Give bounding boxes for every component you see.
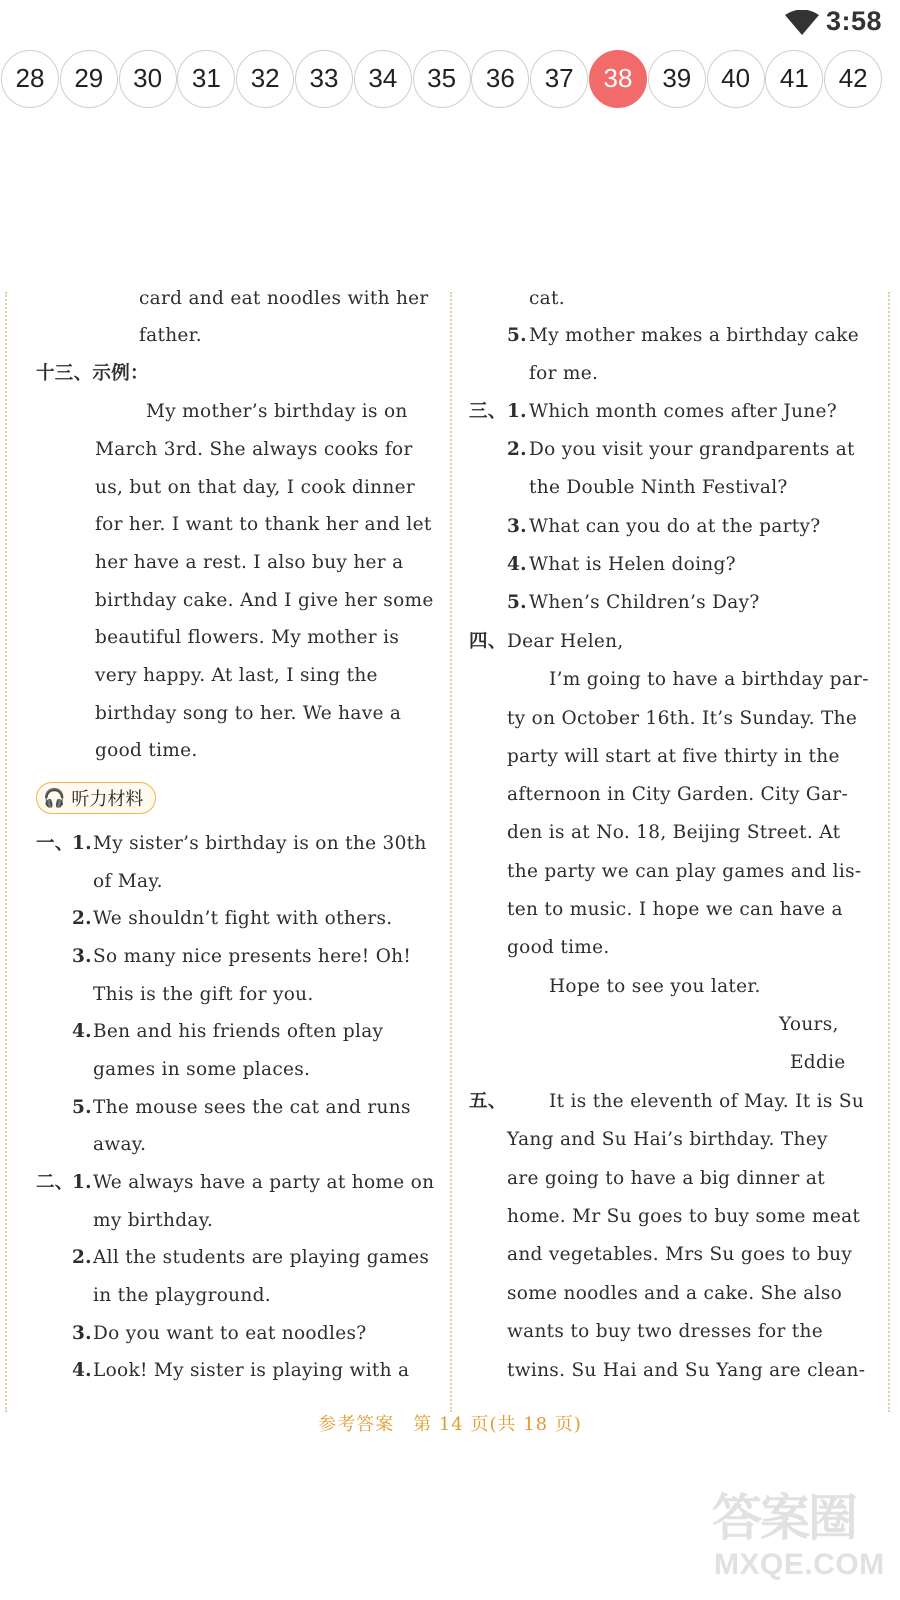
left-border (5, 292, 7, 1412)
text-line: us, but on that day, I cook dinner (95, 477, 415, 498)
item-number: 5. (507, 592, 527, 613)
text-line: home. Mr Su goes to buy some meat (507, 1206, 861, 1227)
headphones-icon: 🎧 (43, 787, 66, 809)
page-button-32[interactable]: 32 (236, 50, 294, 108)
text-line: Ben and his friends often play (93, 1021, 384, 1042)
text-line: are going to have a big dinner at (507, 1168, 825, 1189)
item-number: 1. (72, 833, 92, 854)
text-line: card and eat noodles with her (139, 288, 429, 309)
text-line: It is the eleventh of May. It is Su (549, 1091, 865, 1112)
page-button-30[interactable]: 30 (119, 50, 177, 108)
item-number: 5. (507, 325, 527, 346)
text-line: We always have a party at home on (93, 1172, 435, 1193)
wifi-icon (784, 10, 820, 36)
item-number: 5. (72, 1097, 92, 1118)
page-button-41[interactable]: 41 (765, 50, 823, 108)
listening-material-badge (36, 782, 156, 814)
item-number: 2. (507, 439, 527, 460)
item-number: 3. (72, 1323, 92, 1344)
section-heading: 五、 (469, 1091, 507, 1112)
text-line: father. (139, 325, 202, 346)
text-line: Do you want to eat noodles? (93, 1323, 367, 1344)
item-number: 4. (72, 1021, 92, 1042)
text-line: Yang and Su Hai’s birthday. They (507, 1129, 828, 1150)
text-line: My mother makes a birthday cake (529, 325, 859, 346)
text-line: So many nice presents here! Oh! (93, 946, 412, 967)
answer-page (0, 280, 900, 1420)
status-bar (0, 0, 900, 46)
text-line: afternoon in City Garden. City Gar- (507, 784, 848, 805)
page-button-37[interactable]: 37 (530, 50, 588, 108)
text-line: My mother’s birthday is on (146, 401, 408, 422)
text-line: her have a rest. I also buy her a (95, 552, 404, 573)
text-line: When’s Children’s Day? (529, 592, 760, 613)
text-line: Hope to see you later. (549, 976, 761, 997)
clock-time: 3:58 (826, 6, 883, 36)
text-line: All the students are playing games (93, 1247, 430, 1268)
page-button-34[interactable]: 34 (354, 50, 412, 108)
column-divider (450, 292, 452, 1412)
item-number: 2. (72, 1247, 92, 1268)
text-line: party will start at five thirty in the (507, 746, 840, 767)
right-border (888, 292, 890, 1412)
page-button-38[interactable]: 38 (589, 50, 647, 108)
badge-label: 听力材料 (71, 789, 144, 810)
text-line: We shouldn’t fight with others. (93, 908, 393, 929)
page-button-40[interactable]: 40 (707, 50, 765, 108)
text-line: What can you do at the party? (529, 516, 821, 537)
page-footer: 参考答案 第 14 页(共 18 页) (318, 1414, 582, 1435)
text-line: birthday cake. And I give her some (95, 590, 434, 611)
item-number: 2. (72, 908, 92, 929)
text-line: What is Helen doing? (529, 554, 736, 575)
section-heading: 十三、示例： (36, 363, 149, 384)
item-number: 3. (72, 946, 92, 967)
text-line: Dear Helen, (507, 631, 624, 652)
text-line: away. (93, 1134, 147, 1155)
page-button-29[interactable]: 29 (60, 50, 118, 108)
text-line: the Double Ninth Festival? (529, 477, 788, 498)
text-line: games in some places. (93, 1059, 311, 1080)
watermark-url: MXQE.COM (714, 1548, 885, 1581)
item-number: 4. (507, 554, 527, 575)
item-number: 4. (72, 1360, 92, 1381)
text-line: of May. (93, 871, 163, 892)
text-line: good time. (507, 937, 610, 958)
text-line: I’m going to have a birthday par- (549, 669, 869, 690)
page-button-36[interactable]: 36 (471, 50, 529, 108)
text-line: ty on October 16th. It’s Sunday. The (507, 708, 858, 729)
letter-signature: Eddie (790, 1052, 846, 1073)
text-line: den is at No. 18, Beijing Street. At (507, 822, 841, 843)
text-line: birthday song to her. We have a (95, 703, 402, 724)
text-line: my birthday. (93, 1210, 214, 1231)
text-line: good time. (95, 740, 198, 761)
text-line: wants to buy two dresses for the (507, 1321, 823, 1342)
section-heading: 四、 (469, 631, 507, 652)
item-number: 3. (507, 516, 527, 537)
page-button-35[interactable]: 35 (413, 50, 471, 108)
text-line: the party we can play games and lis- (507, 861, 862, 882)
text-line: Look! My sister is playing with a (93, 1360, 410, 1381)
text-line: My sister’s birthday is on the 30th (93, 833, 427, 854)
section-heading: 三、 (469, 401, 507, 422)
letter-closing: Yours, (779, 1014, 839, 1035)
page-button-31[interactable]: 31 (177, 50, 235, 108)
watermark-logo (712, 1478, 892, 1596)
page-selector (0, 50, 900, 110)
text-line: in the playground. (93, 1285, 271, 1306)
page-button-33[interactable]: 33 (295, 50, 353, 108)
page-button-39[interactable]: 39 (648, 50, 706, 108)
text-line: Which month comes after June? (529, 401, 837, 422)
text-line: very happy. At last, I sing the (95, 665, 378, 686)
text-line: twins. Su Hai and Su Yang are clean- (507, 1360, 866, 1381)
page-button-42[interactable]: 42 (824, 50, 882, 108)
text-line: Do you visit your grandparents at (529, 439, 855, 460)
text-line: beautiful flowers. My mother is (95, 627, 400, 648)
text-line: for her. I want to thank her and let (95, 514, 432, 535)
page-button-28[interactable]: 28 (1, 50, 59, 108)
section-heading: 二、 (36, 1172, 74, 1193)
text-line: and vegetables. Mrs Su goes to buy (507, 1244, 853, 1265)
text-line: March 3rd. She always cooks for (95, 439, 413, 460)
text-line: some noodles and a cake. She also (507, 1283, 843, 1304)
item-number: 1. (72, 1172, 92, 1193)
text-line: cat. (529, 288, 565, 309)
text-line: for me. (529, 363, 599, 384)
text-line: This is the gift for you. (93, 984, 314, 1005)
text-line: The mouse sees the cat and runs (93, 1097, 411, 1118)
watermark-text: 答案圈 (712, 1489, 856, 1547)
text-line: ten to music. I hope we can have a (507, 899, 843, 920)
section-heading: 一、 (36, 833, 74, 854)
item-number: 1. (507, 401, 527, 422)
